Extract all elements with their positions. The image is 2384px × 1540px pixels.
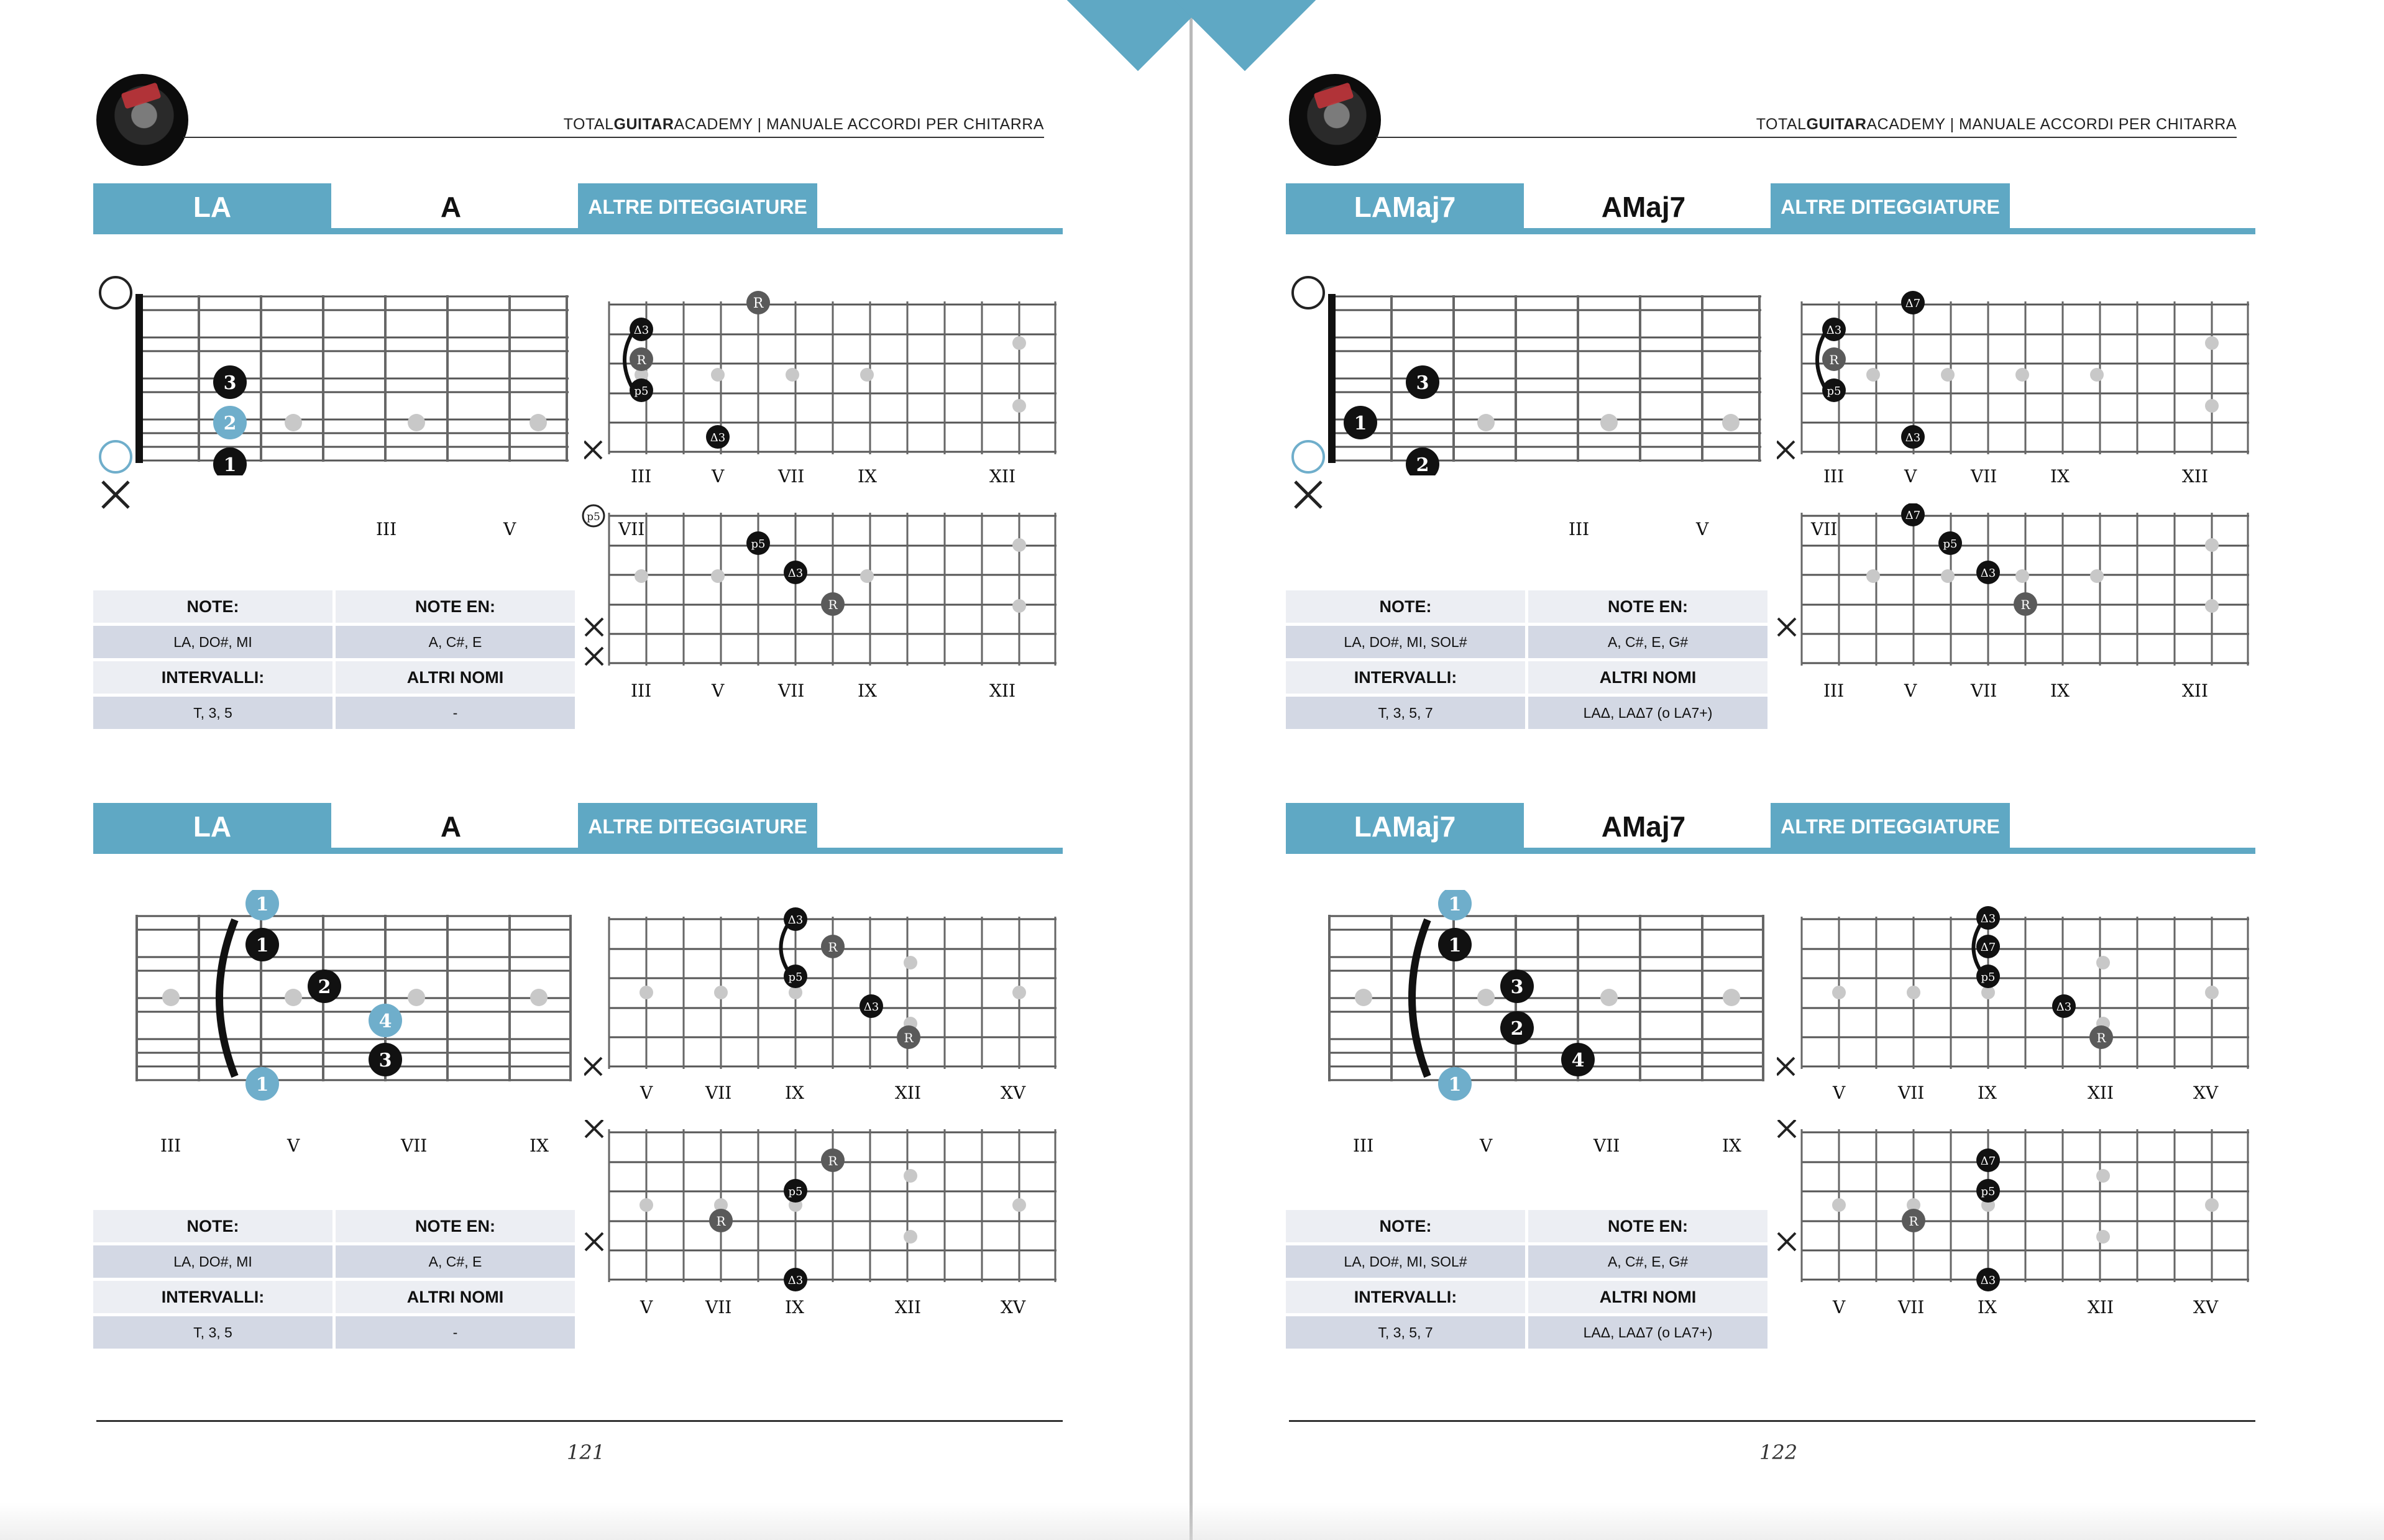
- finger-1: 1: [223, 454, 237, 475]
- open-string-icon: [1293, 441, 1324, 472]
- notes-value: LA, DO#, MI: [93, 626, 332, 658]
- dot-third: Δ3: [710, 431, 726, 444]
- dot-third: Δ3: [1980, 1274, 1996, 1287]
- notes-en-value: A, C#, E, G#: [1528, 626, 1767, 658]
- tab-underline: [93, 848, 1063, 854]
- other-names-label: ALTRI NOMI: [1528, 661, 1767, 694]
- open-string-icon: [100, 441, 131, 472]
- tab-underline: [93, 228, 1063, 234]
- fret-label: XII: [989, 466, 1016, 487]
- open-string-icon: [100, 277, 131, 308]
- academy-logo: [1289, 74, 1381, 166]
- dot-root: R: [904, 1030, 914, 1045]
- finger-1: 1: [255, 935, 269, 956]
- fret-positions: [1472, 519, 1838, 544]
- dot-root: R: [1909, 1214, 1919, 1229]
- fret-label: IX: [1722, 1135, 1741, 1156]
- dot-fifth: p5: [1981, 971, 1996, 984]
- fret-label: IX: [785, 1297, 804, 1318]
- barre-positions: [124, 1135, 584, 1160]
- book-spine: [1190, 0, 1193, 1540]
- brand-pre: TOTAL: [1756, 116, 1807, 133]
- dot-seventh: Δ7: [1905, 509, 1921, 522]
- fret-label: V: [503, 519, 516, 539]
- fret-label: IX: [2050, 681, 2070, 701]
- dot-root: R: [753, 296, 764, 311]
- tab-underline: [1286, 228, 2255, 234]
- intervals-label: INTERVALLI:: [93, 1281, 332, 1313]
- tab-underline: [1286, 848, 2255, 854]
- brand-bold: GUITAR: [1806, 116, 1867, 133]
- fret-label: III: [376, 519, 397, 539]
- fret-label: VII: [705, 1083, 732, 1103]
- fret-label: XV: [1001, 1297, 1026, 1318]
- finger-2: 2: [1416, 454, 1429, 475]
- fret-label: III: [160, 1135, 181, 1156]
- fret-label: III: [631, 466, 652, 487]
- dot-third: Δ3: [787, 1274, 804, 1287]
- fret-label: IX: [1978, 1083, 1997, 1103]
- barre-alt-top-positions: [584, 1083, 1063, 1105]
- fret-label: V: [712, 681, 725, 701]
- finger-2: 2: [318, 976, 331, 998]
- notes-value: LA, DO#, MI, SOL#: [1286, 626, 1525, 658]
- chord-name-it: LA: [93, 803, 331, 850]
- fret-label: VII: [401, 1135, 428, 1156]
- fret-label: XV: [2193, 1083, 2219, 1103]
- fret-label: V: [640, 1297, 653, 1318]
- intervals-label: INTERVALLI:: [93, 661, 332, 694]
- finger-4: 4: [378, 1011, 392, 1032]
- fret-positions: [280, 519, 645, 544]
- dot-third: Δ3: [1826, 324, 1842, 337]
- dot-seventh: Δ7: [1980, 1155, 1996, 1168]
- dot-third: Δ3: [787, 914, 804, 927]
- fret-label: V: [1904, 466, 1917, 487]
- fret-label: III: [1823, 466, 1845, 487]
- dot-fifth: p5: [1943, 538, 1958, 551]
- fret-label: V: [1833, 1083, 1846, 1103]
- fret-label: IX: [530, 1135, 549, 1156]
- barre-alt-diagram-top: [1777, 905, 2255, 1098]
- notes-en-value: A, C#, E: [336, 626, 575, 658]
- dot-fifth: p5: [634, 385, 649, 398]
- alt-top-positions: [584, 466, 1063, 488]
- dot-third: Δ3: [1980, 912, 1996, 925]
- dot-fifth: p5: [788, 1185, 803, 1198]
- fret-label: V: [1480, 1135, 1493, 1156]
- dot-root: R: [636, 352, 646, 367]
- finger-3: 3: [223, 372, 237, 394]
- fret-label: VII: [618, 519, 645, 539]
- finger-1: 1: [1448, 935, 1462, 956]
- alt-fingerings-tab[interactable]: ALTRE DITEGGIATURE: [1771, 803, 2010, 850]
- fret-label: VII: [778, 466, 805, 487]
- fret-label: III: [1353, 1135, 1374, 1156]
- fret-label: IX: [1978, 1297, 1997, 1318]
- fret-label: IX: [2050, 466, 2070, 487]
- alt-diagram-top: [584, 289, 1063, 488]
- intervals-value: T, 3, 5: [93, 1316, 332, 1349]
- note-label: NOTE:: [93, 590, 332, 623]
- note-label: NOTE:: [1286, 590, 1525, 623]
- other-names-label: ALTRI NOMI: [336, 1281, 575, 1313]
- dot-fifth: p5: [788, 971, 803, 984]
- fret-label: XII: [895, 1297, 922, 1318]
- p5-mark: p5: [587, 511, 600, 523]
- chord-section-la-open: [93, 183, 1063, 792]
- alt-fingerings-tab[interactable]: ALTRE DITEGGIATURE: [578, 183, 817, 231]
- note-en-label: NOTE EN:: [1528, 590, 1767, 623]
- header-rule: [1376, 137, 2237, 138]
- fret-label: VII: [1811, 519, 1838, 539]
- note-en-label: NOTE EN:: [336, 1210, 575, 1242]
- finger-1: 1: [255, 1074, 269, 1096]
- finger-3: 3: [1510, 976, 1524, 998]
- dot-third: Δ3: [863, 1001, 879, 1014]
- fret-label: VII: [1898, 1083, 1925, 1103]
- page-number: 121: [567, 1441, 605, 1464]
- fret-label: VII: [1898, 1297, 1925, 1318]
- left-page: [0, 0, 1191, 1540]
- chord-name-it: LAMaj7: [1286, 803, 1524, 850]
- other-names-value: -: [336, 1316, 575, 1349]
- finger-2: 2: [1510, 1018, 1524, 1040]
- dot-root: R: [716, 1214, 726, 1229]
- chord-name-en: A: [440, 810, 462, 843]
- fret-label: III: [1823, 681, 1845, 701]
- p5-open-icon: [581, 503, 606, 528]
- alt-bottom-positions: [1777, 681, 2255, 703]
- fret-label: V: [712, 466, 725, 487]
- alt-diagram-bottom: [1777, 503, 2255, 684]
- finger-4: 4: [1571, 1050, 1585, 1071]
- chord-tabbar: [1286, 183, 2255, 233]
- intervals-value: T, 3, 5: [93, 697, 332, 729]
- finger-3: 3: [1416, 372, 1429, 394]
- chord-section-amaj7-open: [1286, 183, 2255, 792]
- fret-label: III: [631, 681, 652, 701]
- open-string-icon: [1293, 277, 1324, 308]
- running-header: [1756, 116, 2237, 134]
- chord-name-en: AMaj7: [1601, 191, 1686, 223]
- fret-label: IX: [858, 466, 877, 487]
- running-header: [564, 116, 1044, 134]
- fret-label: III: [1569, 519, 1590, 539]
- notes-value: LA, DO#, MI: [93, 1245, 332, 1278]
- alt-fingerings-tab[interactable]: ALTRE DITEGGIATURE: [578, 803, 817, 850]
- intervals-label: INTERVALLI:: [1286, 1281, 1525, 1313]
- chord-tabbar: [93, 803, 1063, 853]
- chord-tabbar: [93, 183, 1063, 233]
- dot-fifth: p5: [1981, 1185, 1996, 1198]
- dot-seventh: Δ7: [1980, 941, 1996, 954]
- notes-value: LA, DO#, MI, SOL#: [1286, 1245, 1525, 1278]
- fret-label: V: [1696, 519, 1709, 539]
- chord-name-en: A: [440, 191, 462, 223]
- dot-root: R: [828, 597, 838, 612]
- dot-root: R: [1829, 352, 1839, 367]
- finger-2: 2: [223, 413, 237, 434]
- note-en-label: NOTE EN:: [336, 590, 575, 623]
- barre-alt-top-positions: [1777, 1083, 2255, 1105]
- brand-pre: TOTAL: [563, 116, 614, 133]
- barre-chord-diagram: [124, 890, 584, 1101]
- dot-seventh: Δ7: [1905, 297, 1921, 310]
- fret-label: VII: [1593, 1135, 1620, 1156]
- other-names-value: LAΔ, LAΔ7 (o LA7+): [1528, 697, 1767, 729]
- other-names-value: LAΔ, LAΔ7 (o LA7+): [1528, 1316, 1767, 1349]
- fret-label: XII: [2088, 1297, 2114, 1318]
- intervals-value: T, 3, 5, 7: [1286, 1316, 1525, 1349]
- fret-label: VII: [778, 681, 805, 701]
- finger-3: 3: [378, 1050, 392, 1071]
- chord-section-amaj7-barre: [1286, 803, 2255, 1412]
- barre-positions: [1317, 1135, 1777, 1160]
- footer-rule: [1289, 1420, 2255, 1422]
- barre-chord-diagram: [1317, 890, 1777, 1101]
- note-label: NOTE:: [93, 1210, 332, 1242]
- dot-third: Δ3: [787, 567, 804, 580]
- barre-alt-diagram-bottom: [1777, 1120, 2255, 1300]
- brand-post: ACADEMY | MANUALE ACCORDI PER CHITARRA: [674, 116, 1044, 133]
- fret-label: XII: [2088, 1083, 2114, 1103]
- right-page: [1193, 0, 2384, 1540]
- fret-label: IX: [858, 681, 877, 701]
- dot-root: R: [2096, 1030, 2106, 1045]
- finger-1: 1: [255, 894, 269, 915]
- chord-section-la-barre: [93, 803, 1063, 1412]
- alt-diagram-top: [1777, 289, 2255, 488]
- chord-tabbar: [1286, 803, 2255, 853]
- finger-1: 1: [1448, 1074, 1462, 1096]
- fret-label: IX: [785, 1083, 804, 1103]
- intervals-value: T, 3, 5, 7: [1286, 697, 1525, 729]
- dot-third: Δ3: [633, 324, 649, 337]
- fret-label: V: [1904, 681, 1917, 701]
- main-chord-diagram: [1286, 270, 1771, 475]
- page-shadow: [0, 1503, 2384, 1540]
- brand-post: ACADEMY | MANUALE ACCORDI PER CHITARRA: [1866, 116, 2237, 133]
- alt-fingerings-tab[interactable]: ALTRE DITEGGIATURE: [1771, 183, 2010, 231]
- brand-bold: GUITAR: [613, 116, 674, 133]
- barre-alt-diagram-bottom: [584, 1120, 1063, 1300]
- notes-en-value: A, C#, E, G#: [1528, 1245, 1767, 1278]
- fret-label: XV: [2193, 1297, 2219, 1318]
- finger-1: 1: [1354, 413, 1367, 434]
- barre-alt-bottom-positions: [584, 1297, 1063, 1319]
- barre-alt-diagram-top: [584, 905, 1063, 1098]
- fret-label: VII: [705, 1297, 732, 1318]
- alt-bottom-positions: [584, 681, 1063, 703]
- finger-1: 1: [1448, 894, 1462, 915]
- chord-name-it: LA: [93, 183, 331, 231]
- fret-label: XII: [2182, 466, 2209, 487]
- chord-name-en: AMaj7: [1601, 810, 1686, 843]
- fret-label: VII: [1971, 681, 1997, 701]
- header-rule: [183, 137, 1044, 138]
- other-names-label: ALTRI NOMI: [1528, 1281, 1767, 1313]
- fret-label: XII: [989, 681, 1016, 701]
- intervals-label: INTERVALLI:: [1286, 661, 1525, 694]
- dot-third: Δ3: [2056, 1001, 2072, 1014]
- footer-rule: [96, 1420, 1063, 1422]
- dot-root: R: [828, 1153, 838, 1168]
- fret-label: XV: [1001, 1083, 1026, 1103]
- chord-name-it: LAMaj7: [1286, 183, 1524, 231]
- fret-label: XII: [895, 1083, 922, 1103]
- fret-label: V: [1833, 1297, 1846, 1318]
- alt-top-positions: [1777, 466, 2255, 488]
- notes-en-value: A, C#, E: [336, 1245, 575, 1278]
- dot-third: Δ3: [1980, 567, 1996, 580]
- note-en-label: NOTE EN:: [1528, 1210, 1767, 1242]
- other-names-label: ALTRI NOMI: [336, 661, 575, 694]
- main-chord-diagram: [93, 270, 578, 475]
- fret-label: V: [287, 1135, 300, 1156]
- fret-label: VII: [1971, 466, 1997, 487]
- alt-diagram-bottom: [584, 503, 1063, 684]
- barre-alt-bottom-positions: [1777, 1297, 2255, 1319]
- fret-label: V: [640, 1083, 653, 1103]
- note-label: NOTE:: [1286, 1210, 1525, 1242]
- dot-root: R: [2020, 597, 2030, 612]
- other-names-value: -: [336, 697, 575, 729]
- dot-third: Δ3: [1905, 431, 1921, 444]
- dot-fifth: p5: [1827, 385, 1841, 398]
- dot-fifth: p5: [751, 538, 766, 551]
- fret-label: XII: [2182, 681, 2209, 701]
- page-number: 122: [1759, 1441, 1798, 1464]
- academy-logo: [96, 74, 188, 166]
- dot-root: R: [828, 940, 838, 955]
